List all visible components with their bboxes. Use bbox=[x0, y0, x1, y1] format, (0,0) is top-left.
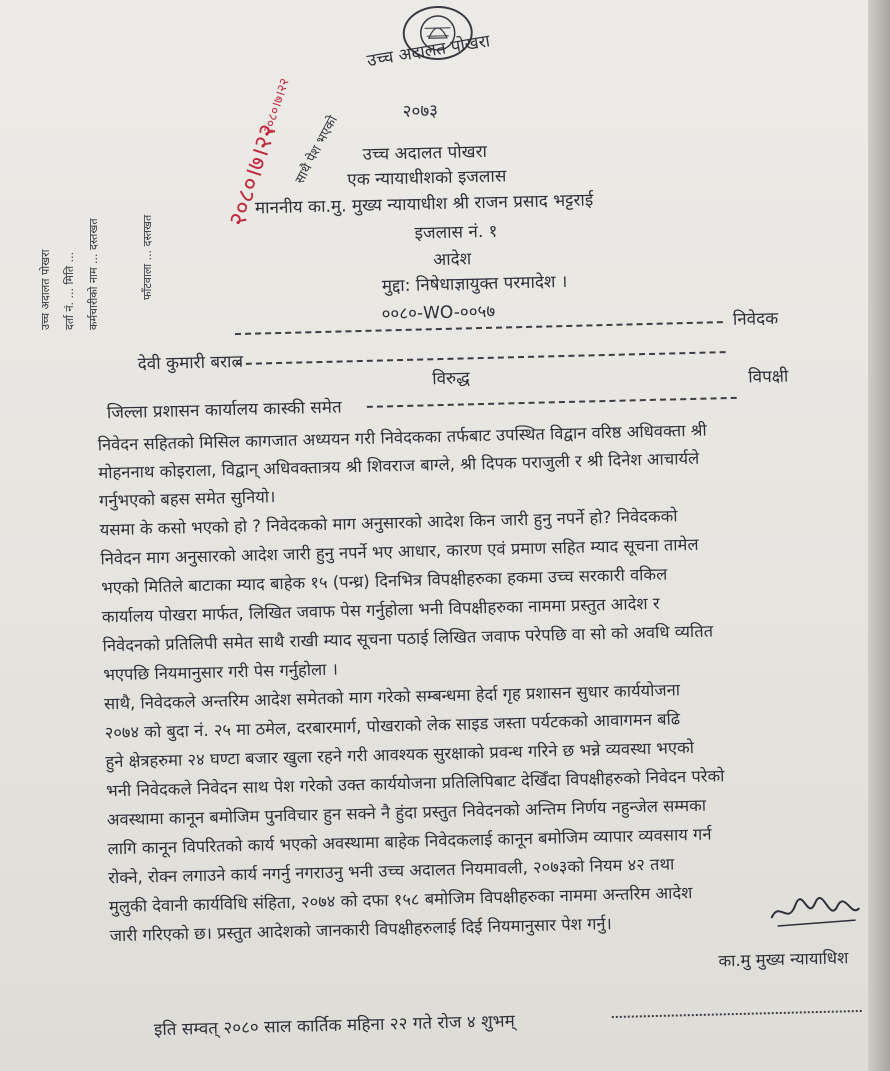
petitioner-leader-line bbox=[235, 321, 723, 335]
margin-stamp-clerk: फाँटवाला ... दस्तखत bbox=[141, 214, 154, 300]
footer-leader-line bbox=[612, 1010, 862, 1018]
red-handwritten-date: २०८०।७।२२ bbox=[260, 76, 293, 136]
signatory-title: का.मु मुख्य न्यायाधिश bbox=[718, 948, 849, 971]
petitioner-label: निवेदक bbox=[732, 308, 779, 330]
petitioner-name-line bbox=[236, 351, 726, 365]
bench-type: एक न्यायाधीशको इजलास bbox=[347, 166, 507, 191]
margin-stamp-staff: कर्मचारीको नाम ... दस्तखत bbox=[87, 218, 100, 330]
body-line: लागि कानून विपरितको कार्य भएको अवस्थामा बाहेक निवेदकलाई कानून बमोजिम व्यापार व्यवसाय गर्न bbox=[107, 824, 712, 859]
body-line: कार्यालय पोखरा मार्फत, लिखित जवाफ पेस गर्नुहोला भनी विपक्षीहरुका नाममा प्रस्तुत आदेश र bbox=[101, 593, 660, 627]
body-line: भएपछि नियमानुसार गरी पेस गर्नुहोला । bbox=[103, 659, 339, 685]
body-line: भनी निवेदकले निवेदन साथ पेश गरेको उक्त कार्ययोजना प्रतिलिपिबाट देखिँदा विपक्षीहरुको निवेदन परेको bbox=[105, 766, 725, 801]
bench-number: इजलास नं. १ bbox=[414, 221, 498, 244]
body-line: रोक्ने, रोक्न लगाउने कार्य नगर्नु नगराउनु भनी उच्च अदालत नियमावली, २०७३को नियम ४२ तथा bbox=[108, 854, 675, 888]
case-type: मुद्दा: निषेधाज्ञायुक्त परमादेश । bbox=[381, 271, 568, 297]
body-line: साथै, निवेदकले अन्तरिम आदेश समेतको माग गरेको सम्बन्धमा हेर्दा गृह प्रशासन सुधार कार्ययोजना bbox=[103, 680, 681, 714]
seal-court-name: उच्च अदालत पोखरा bbox=[365, 31, 492, 72]
margin-stamp-registration: दर्ता नं. ... मिति ... bbox=[63, 251, 76, 330]
body-line: जारी गरिएको छ। प्रस्तुत आदेशको जानकारी विपक्षीहरुलाई दिई नियमानुसार पेश गर्नु। bbox=[109, 914, 613, 946]
reference-number: २०७३ bbox=[402, 101, 439, 122]
footer-date-line: इति सम्वत् २०८० साल कार्तिक महिना २२ गते रोज ४ शुभम् bbox=[153, 1011, 516, 1041]
versus-heading: विरुद्ध bbox=[431, 368, 471, 390]
red-handwritten-note: २०८०।७।२२ bbox=[222, 120, 283, 230]
respondent-label: विपक्षी bbox=[747, 366, 789, 388]
body-line: गर्नुभएको बहस समेत सुनियो। bbox=[98, 487, 276, 511]
body-line: निवेदन माग अनुसारको आदेश जारी हुनु नपर्ने भए आधार, कारण एवं प्रमाण सहित म्याद सूचना तामेल bbox=[100, 534, 699, 569]
margin-stamp-court: उच्च अदालत पोखरा bbox=[39, 249, 52, 330]
court-name: उच्च अदालत पोखरा bbox=[362, 141, 488, 165]
body-line: मुलुकी देवानी कार्यविधि संहिता, २०७४ को दफा १५८ बमोजिम विपक्षीहरुका नाममा अन्तरिम आदेश bbox=[108, 883, 693, 917]
case-number: ००८०-WO-००५७ bbox=[381, 301, 496, 325]
body-line: यसमा के कसो भएको हो ? निवेदकको माग अनुसारको आदेश किन जारी हुनु नपर्ने हो? निवेदकको bbox=[99, 506, 678, 540]
respondent-leader-line bbox=[367, 397, 737, 408]
order-heading: आदेश bbox=[433, 249, 472, 271]
petitioner-name: देवी कुमारी बराल bbox=[137, 351, 244, 375]
judge-signature bbox=[767, 890, 864, 932]
body-line: निवेदनको प्रतिलिपी समेत साथै राखी म्याद सूचना पठाई लिखित जवाफ परेपछि वा सो को अवधि व्यतित bbox=[102, 621, 714, 656]
presiding-judge: माननीय का.मु. मुख्य न्यायाधीश श्री राजन प्रसाद भट्टराई bbox=[254, 190, 594, 219]
body-line: अवस्थामा कानून बमोजिम पुनविचार हुन सक्ने नै हुंदा प्रस्तुत निवेदनको अन्तिम निर्णय नहुन्जेल सम्मका bbox=[106, 795, 707, 830]
body-line: मोहननाथ कोइराला, विद्वान् अधिवक्तात्रय श्री शिवराज बाग्ले, श्री दिपक पराजुली र श्री दिनेश आचार्यले bbox=[98, 448, 700, 483]
body-line: भएको मितिले बाटाका म्याद बाहेक १५ (पन्ध्र) दिनभित्र विपक्षीहरुका हकमा उच्च सरकारी वकिल bbox=[100, 564, 668, 598]
received-stamp: साथै पेश भएको bbox=[292, 113, 341, 187]
respondent-name: जिल्ला प्रशासन कार्यालय कास्की समेत bbox=[106, 397, 342, 424]
body-line: निवेदन सहितको मिसिल कागजात अध्ययन गरी निवेदकका तर्फबाट उपस्थित विद्वान वरिष्ठ अधिवक्ता श्री bbox=[97, 420, 707, 455]
body-line: हुने क्षेत्रहरुमा २४ घण्टा बजार खुला रहने गरी आवश्यक सुरक्षाको प्रवन्ध गरिने छ भन्ने व्यवस्था भएको bbox=[105, 737, 695, 772]
body-line: २०७४ को बुदा नं. २५ मा ठमेल, दरबारमार्ग, पोखराको लेक साइड जस्ता पर्यटकको आवागमन बढि bbox=[104, 709, 681, 743]
